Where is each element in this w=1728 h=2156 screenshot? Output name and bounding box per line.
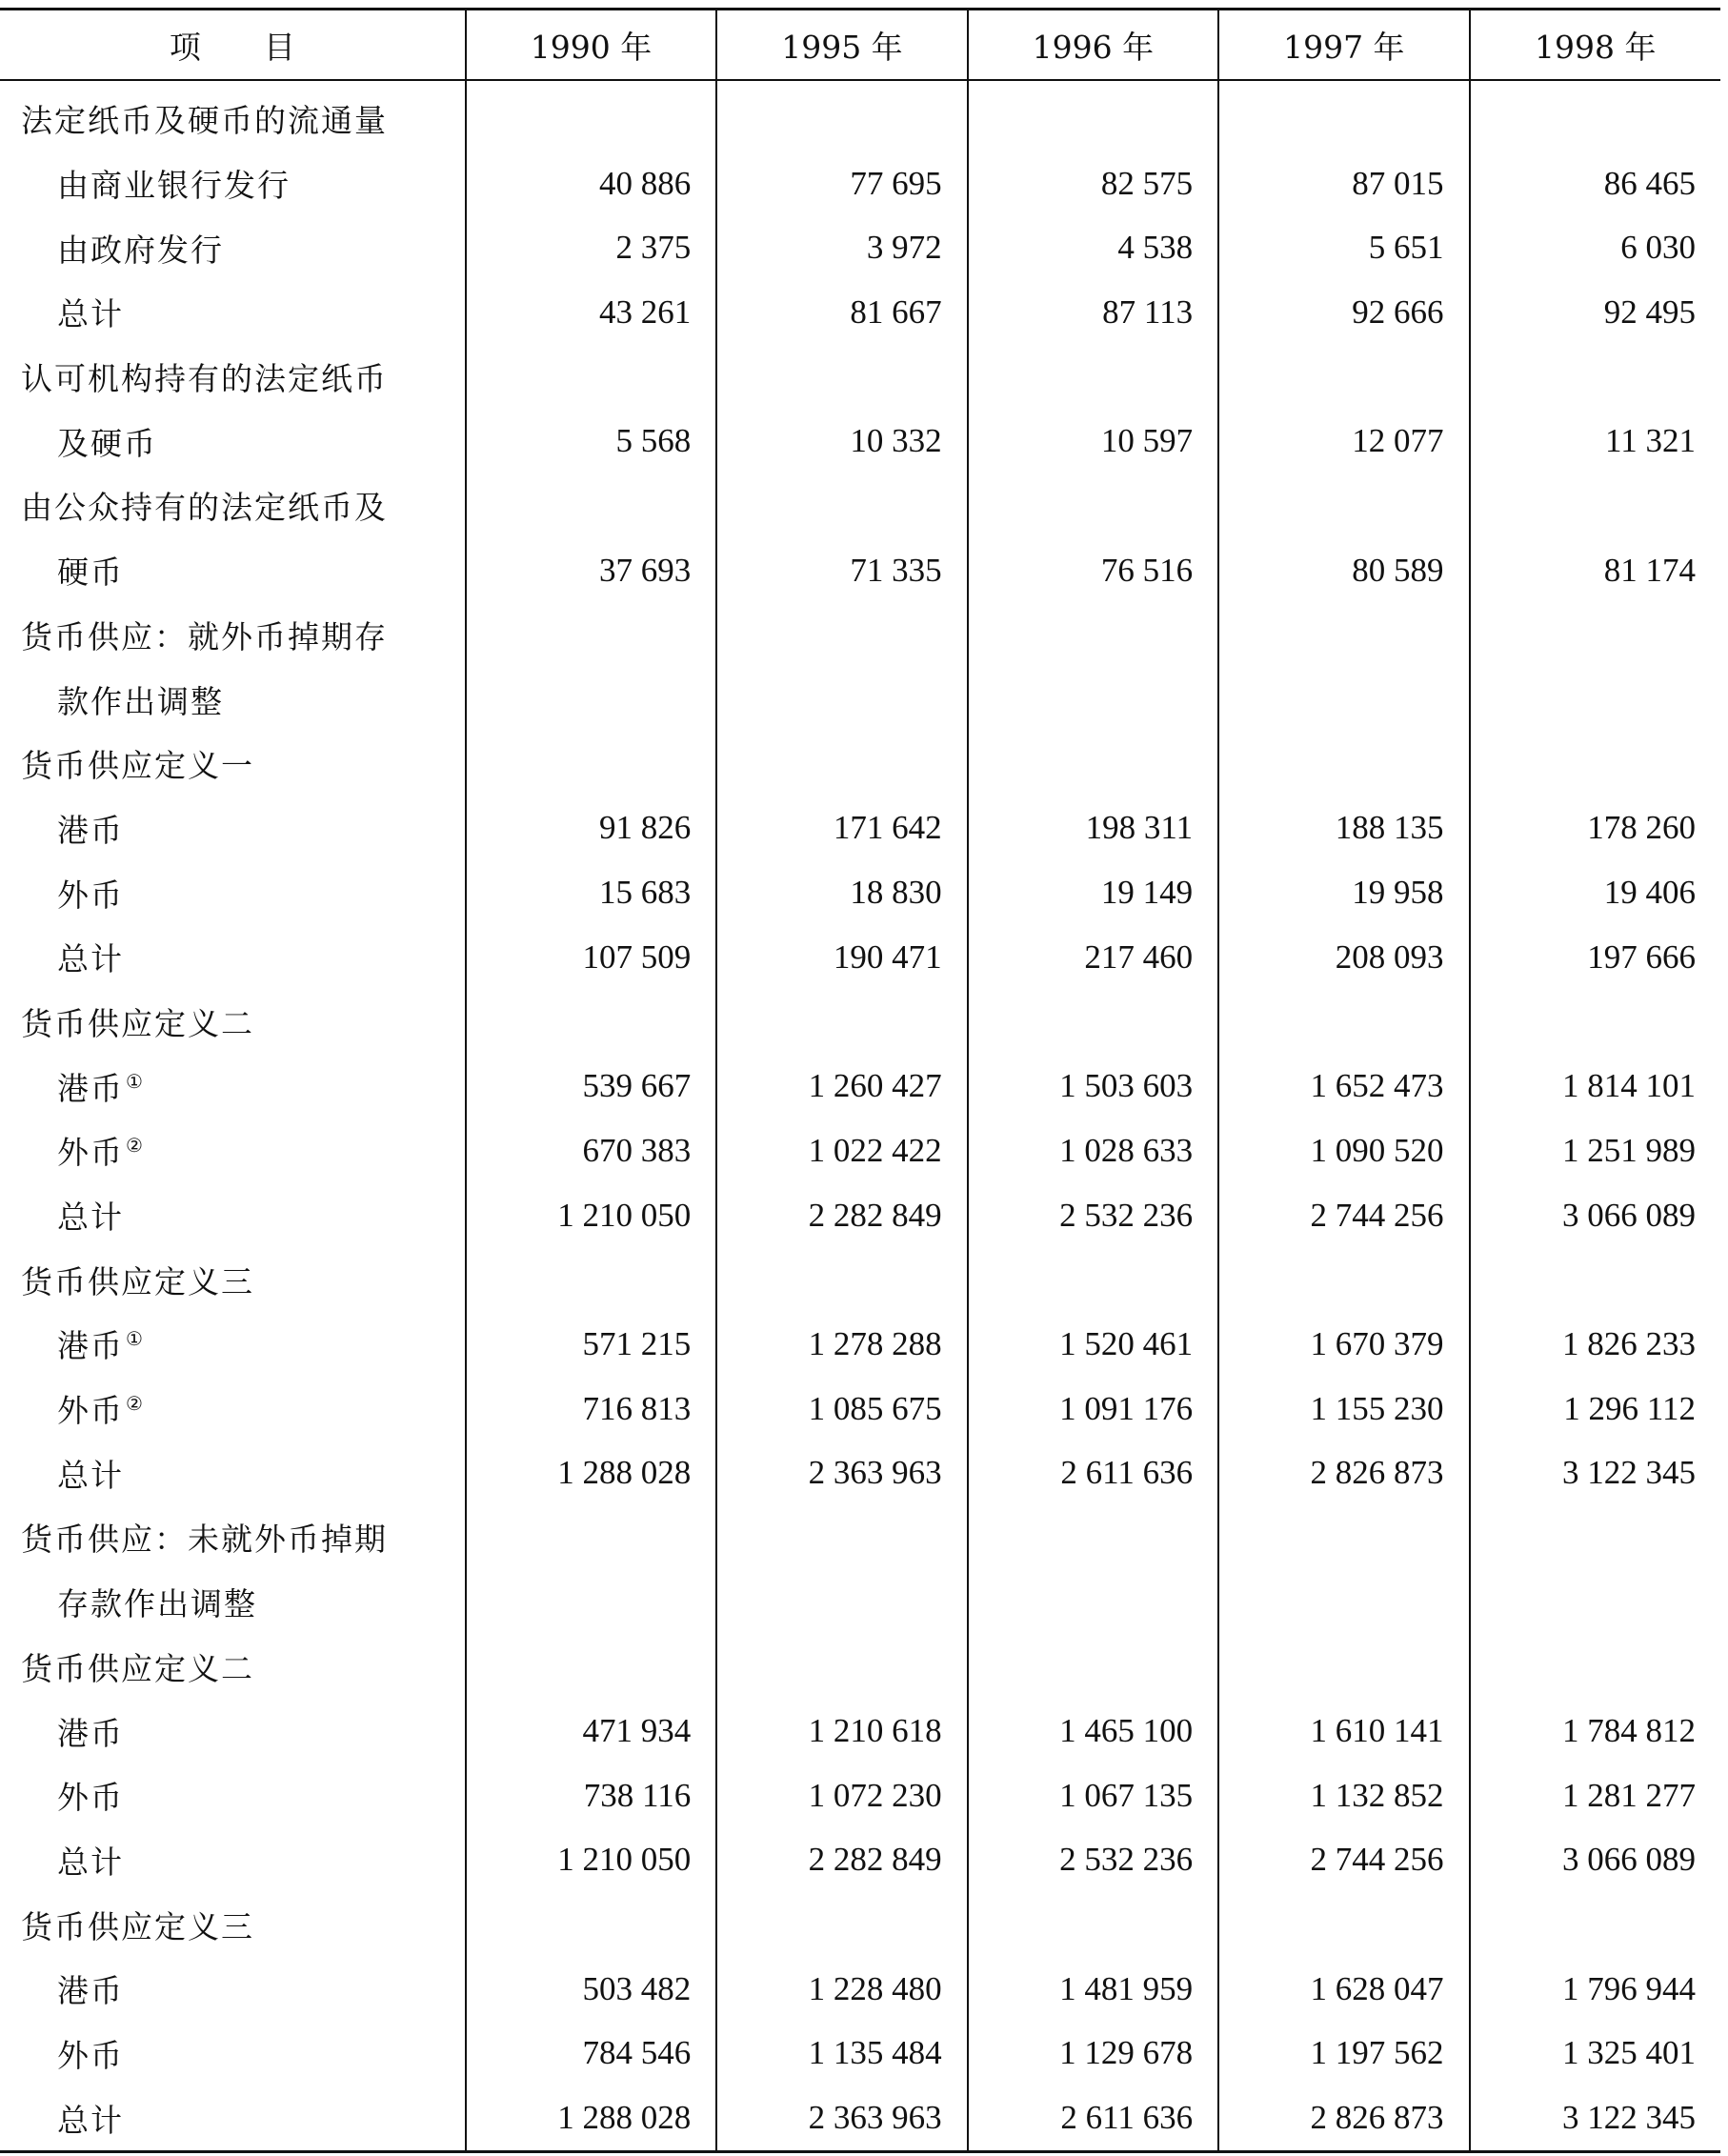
value-cell: 1 281 277 (1470, 1763, 1720, 1828)
value-cell: 1 260 427 (716, 1054, 967, 1118)
value-cell (716, 603, 967, 668)
table-row (0, 1118, 1720, 1183)
value-cell: 2 282 849 (716, 1183, 967, 1248)
table-row (0, 1699, 1720, 1763)
value-cell (968, 732, 1218, 796)
footnote-marker: ① (126, 1327, 143, 1351)
table-row (0, 1441, 1720, 1505)
value-cell: 12 077 (1218, 409, 1469, 474)
value-cell: 18 830 (716, 860, 967, 925)
value-cell: 81 667 (716, 280, 967, 345)
value-cell: 2 532 236 (968, 1183, 1218, 1248)
value-cell (968, 474, 1218, 538)
row-label-cell (0, 667, 466, 732)
value-cell: 1 652 473 (1218, 1054, 1469, 1118)
value-cell (968, 1635, 1218, 1700)
table-header-row (0, 10, 1720, 81)
row-label-cell (0, 151, 466, 216)
value-cell (1218, 474, 1469, 538)
value-cell: 716 813 (466, 1377, 716, 1441)
row-label: 硬币 (57, 554, 124, 592)
value-cell (466, 80, 716, 151)
value-cell: 1 210 618 (716, 1699, 967, 1763)
value-cell: 1 210 050 (466, 1828, 716, 1893)
value-cell (716, 1247, 967, 1312)
table-row (0, 215, 1720, 280)
header-item: 项 目 (0, 10, 466, 81)
document-page (0, 8, 1720, 2153)
row-label: 款作出调整 (57, 682, 224, 720)
table-row (0, 1312, 1720, 1377)
value-cell: 2 363 963 (716, 2085, 967, 2151)
table-row (0, 1763, 1720, 1828)
value-cell (466, 1570, 716, 1635)
row-label-cell (0, 345, 466, 410)
value-cell (968, 1247, 1218, 1312)
value-cell (1470, 1892, 1720, 1957)
header-year-1998: 1998 年 (1470, 10, 1720, 81)
value-cell: 1 129 678 (968, 2022, 1218, 2086)
row-label-cell (0, 1828, 466, 1893)
value-cell: 471 934 (466, 1699, 716, 1763)
value-cell (968, 603, 1218, 668)
table-row (0, 860, 1720, 925)
value-cell: 1 028 633 (968, 1118, 1218, 1183)
value-cell: 6 030 (1470, 215, 1720, 280)
value-cell: 1 067 135 (968, 1763, 1218, 1828)
value-cell: 3 972 (716, 215, 967, 280)
row-label: 存款作出调整 (57, 1585, 257, 1623)
value-cell (1470, 990, 1720, 1055)
value-cell (466, 1635, 716, 1700)
value-cell (1470, 667, 1720, 732)
value-cell: 571 215 (466, 1312, 716, 1377)
row-label-cell (0, 1699, 466, 1763)
value-cell (1470, 80, 1720, 151)
value-cell (1218, 1247, 1469, 1312)
value-cell: 107 509 (466, 925, 716, 990)
value-cell (466, 1892, 716, 1957)
value-cell: 3 122 345 (1470, 1441, 1720, 1505)
value-cell (466, 1247, 716, 1312)
value-cell: 171 642 (716, 796, 967, 861)
value-cell: 503 482 (466, 1957, 716, 2022)
value-cell (1218, 1505, 1469, 1570)
table-row (0, 1635, 1720, 1700)
value-cell: 91 826 (466, 796, 716, 861)
value-cell: 1 796 944 (1470, 1957, 1720, 2022)
value-cell (1470, 1570, 1720, 1635)
table-row (0, 1828, 1720, 1893)
value-cell (716, 667, 967, 732)
value-cell (1470, 603, 1720, 668)
value-cell: 1 784 812 (1470, 1699, 1720, 1763)
value-cell: 1 072 230 (716, 1763, 967, 1828)
value-cell (466, 990, 716, 1055)
value-cell: 87 113 (968, 280, 1218, 345)
value-cell: 197 666 (1470, 925, 1720, 990)
value-cell: 81 174 (1470, 538, 1720, 603)
row-label-cell (0, 474, 466, 538)
value-cell (968, 1570, 1218, 1635)
value-cell (716, 732, 967, 796)
value-cell: 2 826 873 (1218, 1441, 1469, 1505)
footnote-marker: ② (126, 1134, 143, 1158)
row-label-cell (0, 603, 466, 668)
table-row (0, 409, 1720, 474)
value-cell (1218, 603, 1469, 668)
footnote-marker: ② (126, 1392, 143, 1416)
row-label-cell (0, 925, 466, 990)
value-cell (1218, 990, 1469, 1055)
table-row (0, 280, 1720, 345)
table-row (0, 667, 1720, 732)
value-cell: 1 288 028 (466, 1441, 716, 1505)
row-label: 货币供应定义三 (21, 1907, 254, 1945)
row-label: 总计 (57, 1843, 124, 1881)
value-cell: 1 132 852 (1218, 1763, 1469, 1828)
value-cell (1218, 1635, 1469, 1700)
value-cell (968, 80, 1218, 151)
row-label: 法定纸币及硬币的流通量 (21, 102, 388, 140)
value-cell: 2 375 (466, 215, 716, 280)
value-cell: 10 597 (968, 409, 1218, 474)
header-year-1995: 1995 年 (716, 10, 967, 81)
value-cell: 1 197 562 (1218, 2022, 1469, 2086)
value-cell (1470, 474, 1720, 538)
value-cell (1218, 80, 1469, 151)
table-row (0, 1377, 1720, 1441)
table-row (0, 990, 1720, 1055)
row-label: 总计 (57, 940, 124, 978)
table-row (0, 2022, 1720, 2086)
value-cell: 4 538 (968, 215, 1218, 280)
value-cell (968, 990, 1218, 1055)
value-cell: 2 744 256 (1218, 1183, 1469, 1248)
value-cell (716, 990, 967, 1055)
row-label: 外币 (57, 1392, 124, 1430)
value-cell: 1 520 461 (968, 1312, 1218, 1377)
row-label-cell (0, 538, 466, 603)
row-label: 总计 (57, 1199, 124, 1237)
value-cell: 1 155 230 (1218, 1377, 1469, 1441)
value-cell: 2 744 256 (1218, 1828, 1469, 1893)
value-cell: 87 015 (1218, 151, 1469, 216)
row-label: 货币供应定义一 (21, 747, 254, 785)
value-cell: 19 149 (968, 860, 1218, 925)
value-cell: 2 826 873 (1218, 2085, 1469, 2151)
table-row (0, 1054, 1720, 1118)
value-cell: 1 325 401 (1470, 2022, 1720, 2086)
row-label-cell (0, 1247, 466, 1312)
table-row (0, 1957, 1720, 2022)
value-cell: 1 085 675 (716, 1377, 967, 1441)
value-cell: 670 383 (466, 1118, 716, 1183)
value-cell: 37 693 (466, 538, 716, 603)
value-cell: 80 589 (1218, 538, 1469, 603)
table-row (0, 1892, 1720, 1957)
row-label: 认可机构持有的法定纸币 (21, 360, 388, 398)
value-cell: 5 568 (466, 409, 716, 474)
row-label: 港币 (57, 1714, 124, 1752)
value-cell: 738 116 (466, 1763, 716, 1828)
row-label-cell (0, 2085, 466, 2151)
row-label: 货币供应定义二 (21, 1649, 254, 1687)
row-label: 货币供应定义二 (21, 1004, 254, 1042)
value-cell: 86 465 (1470, 151, 1720, 216)
value-cell: 1 090 520 (1218, 1118, 1469, 1183)
value-cell: 11 321 (1470, 409, 1720, 474)
table-row (0, 603, 1720, 668)
row-label: 港币 (57, 1327, 124, 1365)
value-cell: 1 135 484 (716, 2022, 967, 2086)
value-cell: 539 667 (466, 1054, 716, 1118)
table-row (0, 538, 1720, 603)
value-cell: 19 406 (1470, 860, 1720, 925)
value-cell (716, 474, 967, 538)
row-label-cell (0, 1377, 466, 1441)
value-cell (968, 1892, 1218, 1957)
value-cell (1218, 1570, 1469, 1635)
row-label: 外币 (57, 1134, 124, 1172)
value-cell: 2 532 236 (968, 1828, 1218, 1893)
value-cell (968, 1505, 1218, 1570)
value-cell (1470, 732, 1720, 796)
value-cell: 77 695 (716, 151, 967, 216)
table-row (0, 732, 1720, 796)
header-year-1996: 1996 年 (968, 10, 1218, 81)
footnote-marker: ① (126, 1069, 143, 1093)
row-label-cell (0, 732, 466, 796)
value-cell: 1 296 112 (1470, 1377, 1720, 1441)
value-cell (716, 1570, 967, 1635)
row-label: 及硬币 (57, 424, 157, 462)
row-label-cell (0, 1957, 466, 2022)
value-cell: 76 516 (968, 538, 1218, 603)
table-row (0, 796, 1720, 861)
row-label: 由公众持有的法定纸币及 (21, 489, 388, 527)
row-label-cell (0, 1892, 466, 1957)
value-cell: 2 611 636 (968, 2085, 1218, 2151)
value-cell (1470, 345, 1720, 410)
row-label-cell (0, 1505, 466, 1570)
value-cell (466, 474, 716, 538)
value-cell (1218, 732, 1469, 796)
value-cell: 1 228 480 (716, 1957, 967, 2022)
value-cell: 1 022 422 (716, 1118, 967, 1183)
row-label-cell (0, 215, 466, 280)
header-year-1990: 1990 年 (466, 10, 716, 81)
row-label-cell (0, 860, 466, 925)
row-label: 货币供应：就外币掉期存 (21, 617, 388, 655)
value-cell (1218, 667, 1469, 732)
value-cell: 43 261 (466, 280, 716, 345)
value-cell (716, 1892, 967, 1957)
row-label-cell (0, 1312, 466, 1377)
row-label: 由商业银行发行 (57, 167, 291, 205)
row-label: 由政府发行 (57, 231, 224, 269)
row-label-cell (0, 1441, 466, 1505)
table-row (0, 1570, 1720, 1635)
row-label: 外币 (57, 876, 124, 914)
value-cell (466, 345, 716, 410)
value-cell: 92 495 (1470, 280, 1720, 345)
value-cell: 5 651 (1218, 215, 1469, 280)
value-cell (1470, 1505, 1720, 1570)
row-label: 外币 (57, 1779, 124, 1817)
value-cell: 2 611 636 (968, 1441, 1218, 1505)
value-cell: 3 066 089 (1470, 1183, 1720, 1248)
value-cell: 1 503 603 (968, 1054, 1218, 1118)
row-label: 港币 (57, 811, 124, 849)
value-cell: 1 465 100 (968, 1699, 1218, 1763)
value-cell: 2 282 849 (716, 1828, 967, 1893)
value-cell: 1 610 141 (1218, 1699, 1469, 1763)
value-cell: 92 666 (1218, 280, 1469, 345)
value-cell: 784 546 (466, 2022, 716, 2086)
value-cell: 2 363 963 (716, 1441, 967, 1505)
row-label-cell (0, 1635, 466, 1700)
value-cell: 10 332 (716, 409, 967, 474)
table-body (0, 80, 1720, 2152)
value-cell (466, 1505, 716, 1570)
value-cell: 40 886 (466, 151, 716, 216)
value-cell: 188 135 (1218, 796, 1469, 861)
value-cell: 208 093 (1218, 925, 1469, 990)
row-label: 货币供应定义三 (21, 1262, 254, 1300)
value-cell (716, 345, 967, 410)
row-label-cell (0, 1183, 466, 1248)
row-label-cell (0, 280, 466, 345)
value-cell (466, 603, 716, 668)
value-cell (1470, 1247, 1720, 1312)
row-label-cell (0, 1570, 466, 1635)
value-cell: 1 278 288 (716, 1312, 967, 1377)
row-label-cell (0, 1118, 466, 1183)
table-row (0, 925, 1720, 990)
value-cell (968, 345, 1218, 410)
row-label: 货币供应：未就外币掉期 (21, 1521, 388, 1559)
row-label-cell (0, 1054, 466, 1118)
table-row (0, 345, 1720, 410)
value-cell: 1 251 989 (1470, 1118, 1720, 1183)
table-row (0, 2085, 1720, 2151)
table-row (0, 80, 1720, 151)
value-cell: 198 311 (968, 796, 1218, 861)
table-row (0, 151, 1720, 216)
row-label-cell (0, 1763, 466, 1828)
row-label-cell (0, 409, 466, 474)
value-cell (1218, 345, 1469, 410)
value-cell (1218, 1892, 1469, 1957)
row-label-cell (0, 990, 466, 1055)
value-cell: 178 260 (1470, 796, 1720, 861)
table-row (0, 474, 1720, 538)
value-cell: 1 826 233 (1470, 1312, 1720, 1377)
value-cell (716, 1505, 967, 1570)
value-cell: 1 670 379 (1218, 1312, 1469, 1377)
value-cell (716, 80, 967, 151)
row-label: 总计 (57, 295, 124, 333)
row-label: 港币 (57, 1972, 124, 2010)
value-cell (968, 667, 1218, 732)
value-cell: 1 814 101 (1470, 1054, 1720, 1118)
header-year-1997: 1997 年 (1218, 10, 1469, 81)
value-cell: 1 210 050 (466, 1183, 716, 1248)
value-cell: 82 575 (968, 151, 1218, 216)
row-label-cell (0, 80, 466, 151)
money-supply-table (0, 8, 1720, 2153)
value-cell: 217 460 (968, 925, 1218, 990)
row-label: 总计 (57, 2101, 124, 2139)
row-label-cell (0, 2022, 466, 2086)
value-cell: 1 628 047 (1218, 1957, 1469, 2022)
row-label: 外币 (57, 2036, 124, 2074)
table-row (0, 1183, 1720, 1248)
value-cell (1470, 1635, 1720, 1700)
value-cell: 1 481 959 (968, 1957, 1218, 2022)
value-cell (466, 667, 716, 732)
value-cell: 15 683 (466, 860, 716, 925)
value-cell: 71 335 (716, 538, 967, 603)
value-cell: 190 471 (716, 925, 967, 990)
value-cell (466, 732, 716, 796)
value-cell: 3 066 089 (1470, 1828, 1720, 1893)
value-cell: 1 091 176 (968, 1377, 1218, 1441)
value-cell: 1 288 028 (466, 2085, 716, 2151)
row-label: 港币 (57, 1069, 124, 1107)
row-label: 总计 (57, 1456, 124, 1494)
value-cell: 3 122 345 (1470, 2085, 1720, 2151)
table-row (0, 1505, 1720, 1570)
value-cell (716, 1635, 967, 1700)
table-row (0, 1247, 1720, 1312)
value-cell: 19 958 (1218, 860, 1469, 925)
row-label-cell (0, 796, 466, 861)
